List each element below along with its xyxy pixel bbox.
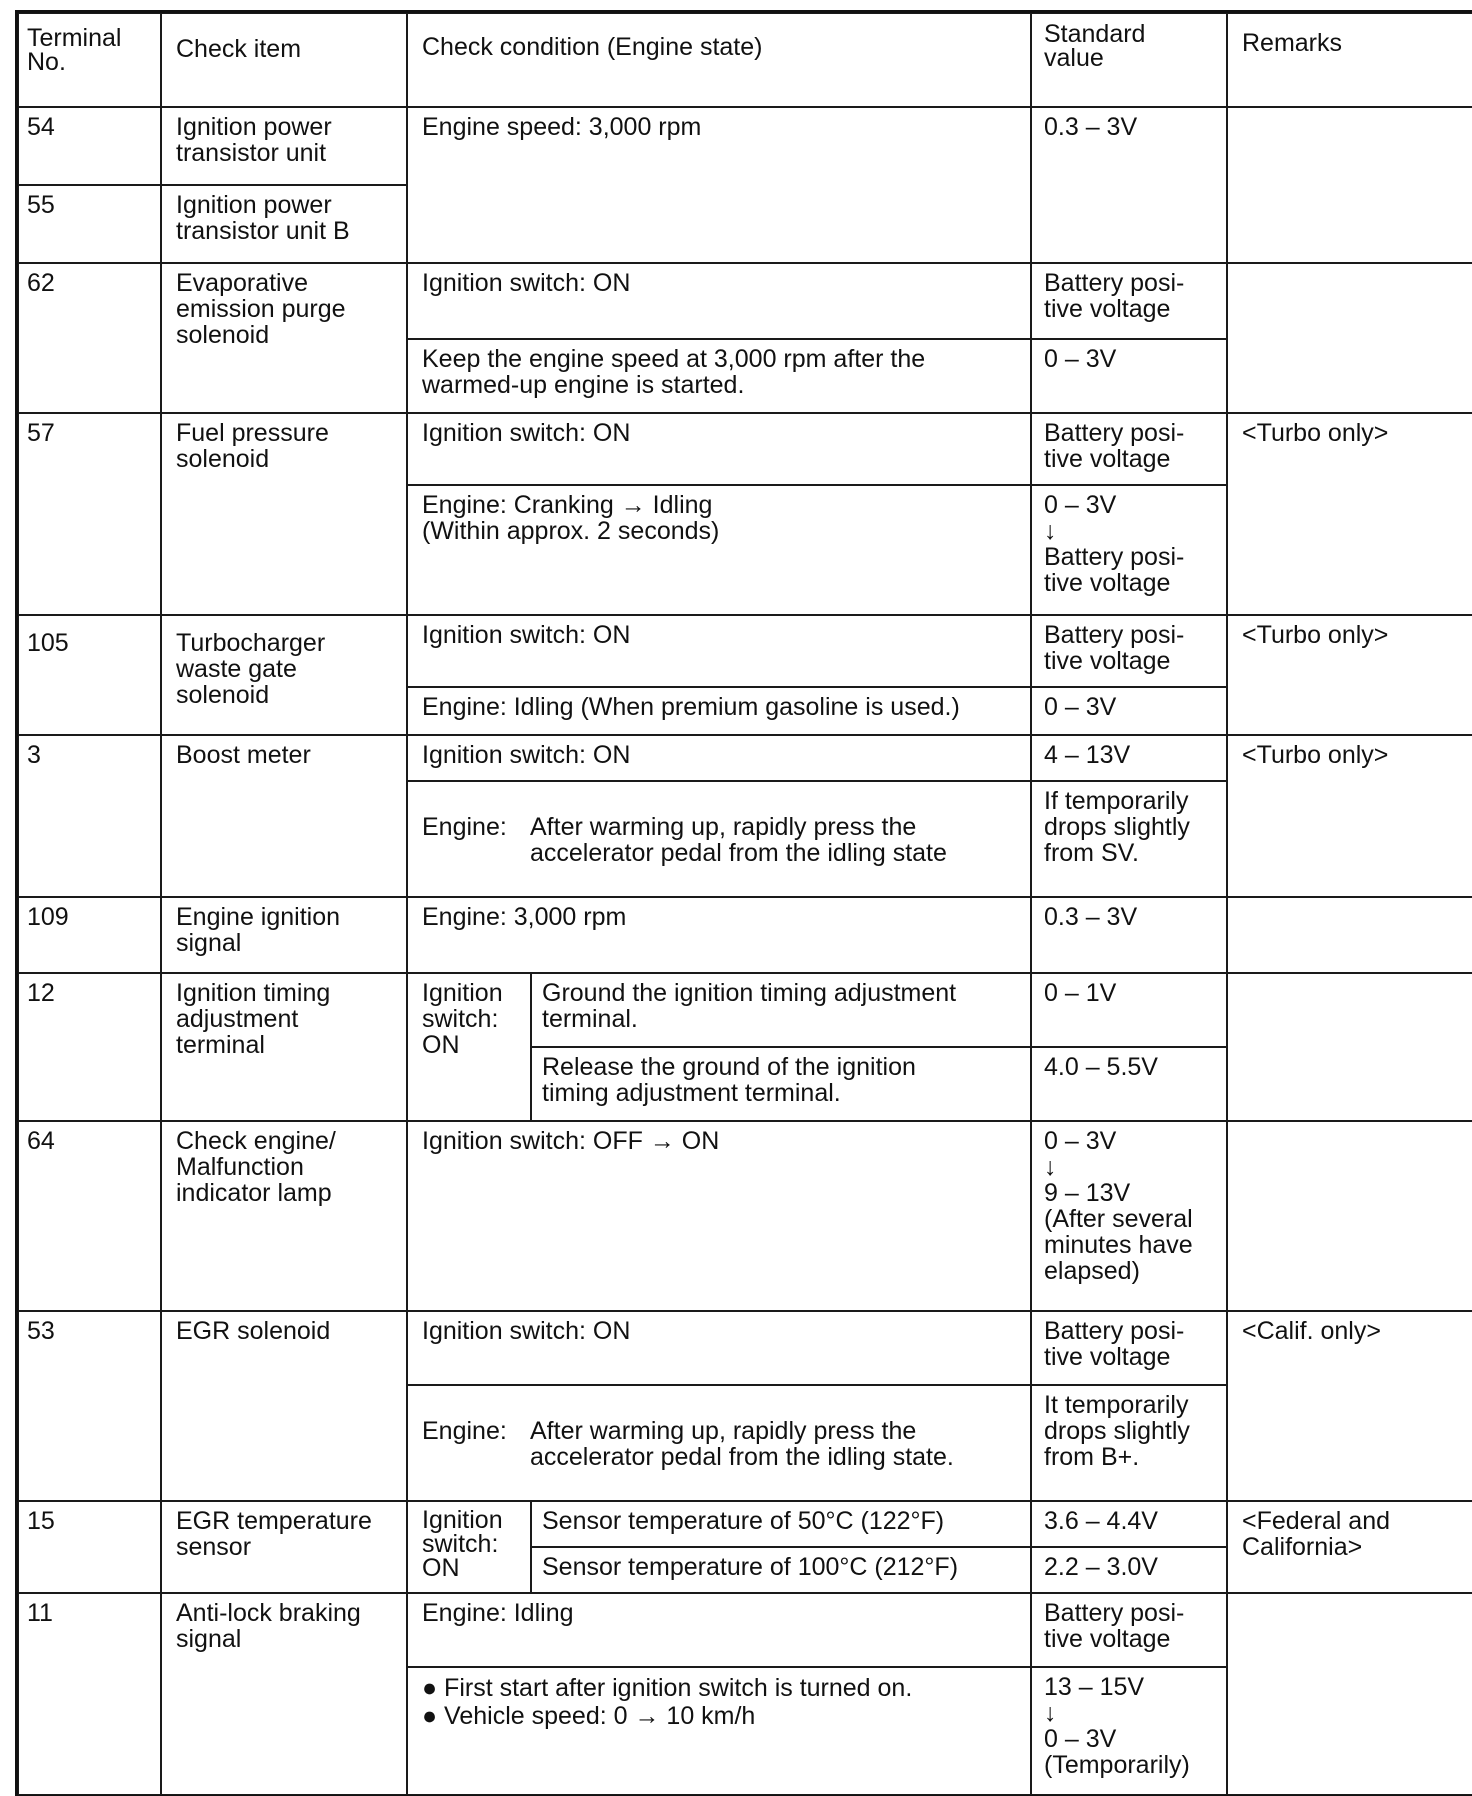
check-item-62: Evaporative emission purge solenoid bbox=[161, 263, 407, 413]
header-standard-value: Standard value bbox=[1031, 13, 1227, 107]
check-item-105: Turbocharger waste gate solenoid bbox=[161, 615, 407, 735]
standard-value-57-b: 0 – 3V ↓ Battery posi- tive voltage bbox=[1031, 485, 1227, 615]
terminal-no-12: 12 bbox=[18, 973, 161, 1121]
check-condition-53-b bbox=[407, 1385, 1031, 1501]
check-condition-15-b: Sensor temperature of 100°C (212°F) bbox=[531, 1547, 1031, 1593]
standard-value-54-55: 0.3 – 3V bbox=[1031, 107, 1227, 263]
standard-value-11-a: Battery posi- tive voltage bbox=[1031, 1593, 1227, 1667]
check-item-3: Boost meter bbox=[161, 735, 407, 897]
check-condition-15-a: Sensor temperature of 50°C (122°F) bbox=[531, 1501, 1031, 1547]
header-check-item: Check item bbox=[161, 13, 407, 107]
standard-value-105-b: 0 – 3V bbox=[1031, 687, 1227, 735]
check-condition-3-b-lead: Engine: bbox=[422, 813, 507, 841]
standard-value-62-a: Battery posi- tive voltage bbox=[1031, 263, 1227, 339]
check-condition-62-a: Ignition switch: ON bbox=[407, 263, 1031, 339]
terminal-check-table-sheet bbox=[17, 12, 1472, 1796]
terminal-no-62: 62 bbox=[18, 263, 161, 413]
table-row-11 bbox=[18, 1593, 1472, 1667]
remarks-64 bbox=[1227, 1121, 1472, 1311]
table-row-53 bbox=[18, 1311, 1472, 1385]
standard-value-3-a: 4 – 13V bbox=[1031, 735, 1227, 781]
standard-value-12-b: 4.0 – 5.5V bbox=[1031, 1047, 1227, 1121]
check-condition-11-b: ● First start after ignition switch is turned on. ● Vehicle speed: 0 → 10 km/h bbox=[407, 1667, 1031, 1795]
check-item-12: Ignition timing adjustment terminal bbox=[161, 973, 407, 1121]
terminal-no-53: 53 bbox=[18, 1311, 161, 1501]
terminal-no-109: 109 bbox=[18, 897, 161, 973]
check-condition-53-b-content bbox=[422, 1418, 1020, 1470]
standard-value-53-b: It temporarily drops slightly from B+. bbox=[1031, 1385, 1227, 1501]
header-terminal-no: Terminal No. bbox=[18, 13, 161, 107]
standard-value-15-a: 3.6 – 4.4V bbox=[1031, 1501, 1227, 1547]
table-row-64 bbox=[18, 1121, 1472, 1311]
check-item-109: Engine ignition signal bbox=[161, 897, 407, 973]
table-row-57 bbox=[18, 413, 1472, 485]
check-condition-53-b-text: After warming up, rapidly press the accelerator pedal from the idling state. bbox=[530, 1417, 954, 1471]
standard-value-64: 0 – 3V ↓ 9 – 13V (After several minutes have elapsed) bbox=[1031, 1121, 1227, 1311]
standard-value-3-b: If temporarily drops slightly from SV. bbox=[1031, 781, 1227, 897]
remarks-105: <Turbo only> bbox=[1227, 615, 1472, 735]
standard-value-62-b: 0 – 3V bbox=[1031, 339, 1227, 413]
remarks-62 bbox=[1227, 263, 1472, 413]
terminal-no-64: 64 bbox=[18, 1121, 161, 1311]
check-condition-64: Ignition switch: OFF → ON bbox=[407, 1121, 1031, 1311]
check-condition-15-main: Ignition switch: ON bbox=[407, 1501, 531, 1593]
check-condition-54-55: Engine speed: 3,000 rpm bbox=[407, 107, 1031, 263]
check-item-55: Ignition power transistor unit B bbox=[161, 185, 407, 263]
remarks-11 bbox=[1227, 1593, 1472, 1795]
terminal-no-3: 3 bbox=[18, 735, 161, 897]
check-condition-109: Engine: 3,000 rpm bbox=[407, 897, 1031, 973]
terminal-no-57: 57 bbox=[18, 413, 161, 615]
table-row-109 bbox=[18, 897, 1472, 973]
remarks-57: <Turbo only> bbox=[1227, 413, 1472, 615]
check-condition-12-a: Ground the ignition timing adjustment terminal. bbox=[531, 973, 1031, 1047]
standard-value-15-b: 2.2 – 3.0V bbox=[1031, 1547, 1227, 1593]
check-item-64: Check engine/ Malfunction indicator lamp bbox=[161, 1121, 407, 1311]
check-item-53: EGR solenoid bbox=[161, 1311, 407, 1501]
check-condition-53-b-lead: Engine: bbox=[422, 1417, 507, 1445]
check-item-54: Ignition power transistor unit bbox=[161, 107, 407, 185]
remarks-109 bbox=[1227, 897, 1472, 973]
table-row-12 bbox=[18, 973, 1472, 1047]
check-condition-3-b bbox=[407, 781, 1031, 897]
standard-value-53-a: Battery posi- tive voltage bbox=[1031, 1311, 1227, 1385]
terminal-no-54: 54 bbox=[18, 107, 161, 185]
check-condition-12-b: Release the ground of the ignition timing adjustment terminal. bbox=[531, 1047, 1031, 1121]
check-item-15: EGR temperature sensor bbox=[161, 1501, 407, 1593]
terminal-no-105: 105 bbox=[18, 615, 161, 735]
check-condition-105-b: Engine: Idling (When premium gasoline is used.) bbox=[407, 687, 1031, 735]
table-row-105 bbox=[18, 615, 1472, 687]
standard-value-11-b: 13 – 15V ↓ 0 – 3V (Temporarily) bbox=[1031, 1667, 1227, 1795]
check-condition-12-main: Ignition switch: ON bbox=[407, 973, 531, 1121]
check-condition-62-b: Keep the engine speed at 3,000 rpm after the warmed-up engine is started. bbox=[407, 339, 1031, 413]
remarks-3: <Turbo only> bbox=[1227, 735, 1472, 897]
remarks-12 bbox=[1227, 973, 1472, 1121]
terminal-check-table bbox=[17, 12, 1472, 1796]
terminal-no-11: 11 bbox=[18, 1593, 161, 1795]
check-condition-53-a: Ignition switch: ON bbox=[407, 1311, 1031, 1385]
check-condition-57-a: Ignition switch: ON bbox=[407, 413, 1031, 485]
check-condition-3-a: Ignition switch: ON bbox=[407, 735, 1031, 781]
check-item-11: Anti-lock braking signal bbox=[161, 1593, 407, 1795]
remarks-15: <Federal and California> bbox=[1227, 1501, 1472, 1593]
remarks-54-55 bbox=[1227, 107, 1472, 263]
standard-value-12-a: 0 – 1V bbox=[1031, 973, 1227, 1047]
table-header-row bbox=[18, 13, 1472, 107]
header-remarks: Remarks bbox=[1227, 13, 1472, 107]
table-row-54 bbox=[18, 107, 1472, 185]
check-condition-3-b-content bbox=[422, 814, 1020, 866]
standard-value-109: 0.3 – 3V bbox=[1031, 897, 1227, 973]
table-row-15 bbox=[18, 1501, 1472, 1547]
standard-value-105-a: Battery posi- tive voltage bbox=[1031, 615, 1227, 687]
check-item-57: Fuel pressure solenoid bbox=[161, 413, 407, 615]
remarks-53: <Calif. only> bbox=[1227, 1311, 1472, 1501]
check-condition-11-a: Engine: Idling bbox=[407, 1593, 1031, 1667]
header-check-condition: Check condition (Engine state) bbox=[407, 13, 1031, 107]
check-condition-105-a: Ignition switch: ON bbox=[407, 615, 1031, 687]
check-condition-3-b-text: After warming up, rapidly press the accelerator pedal from the idling state bbox=[530, 813, 947, 867]
table-row-3 bbox=[18, 735, 1472, 781]
terminal-no-15: 15 bbox=[18, 1501, 161, 1593]
check-condition-57-b: Engine: Cranking → Idling (Within approx. 2 seconds) bbox=[407, 485, 1031, 615]
table-row-62 bbox=[18, 263, 1472, 339]
terminal-no-55: 55 bbox=[18, 185, 161, 263]
standard-value-57-a: Battery posi- tive voltage bbox=[1031, 413, 1227, 485]
